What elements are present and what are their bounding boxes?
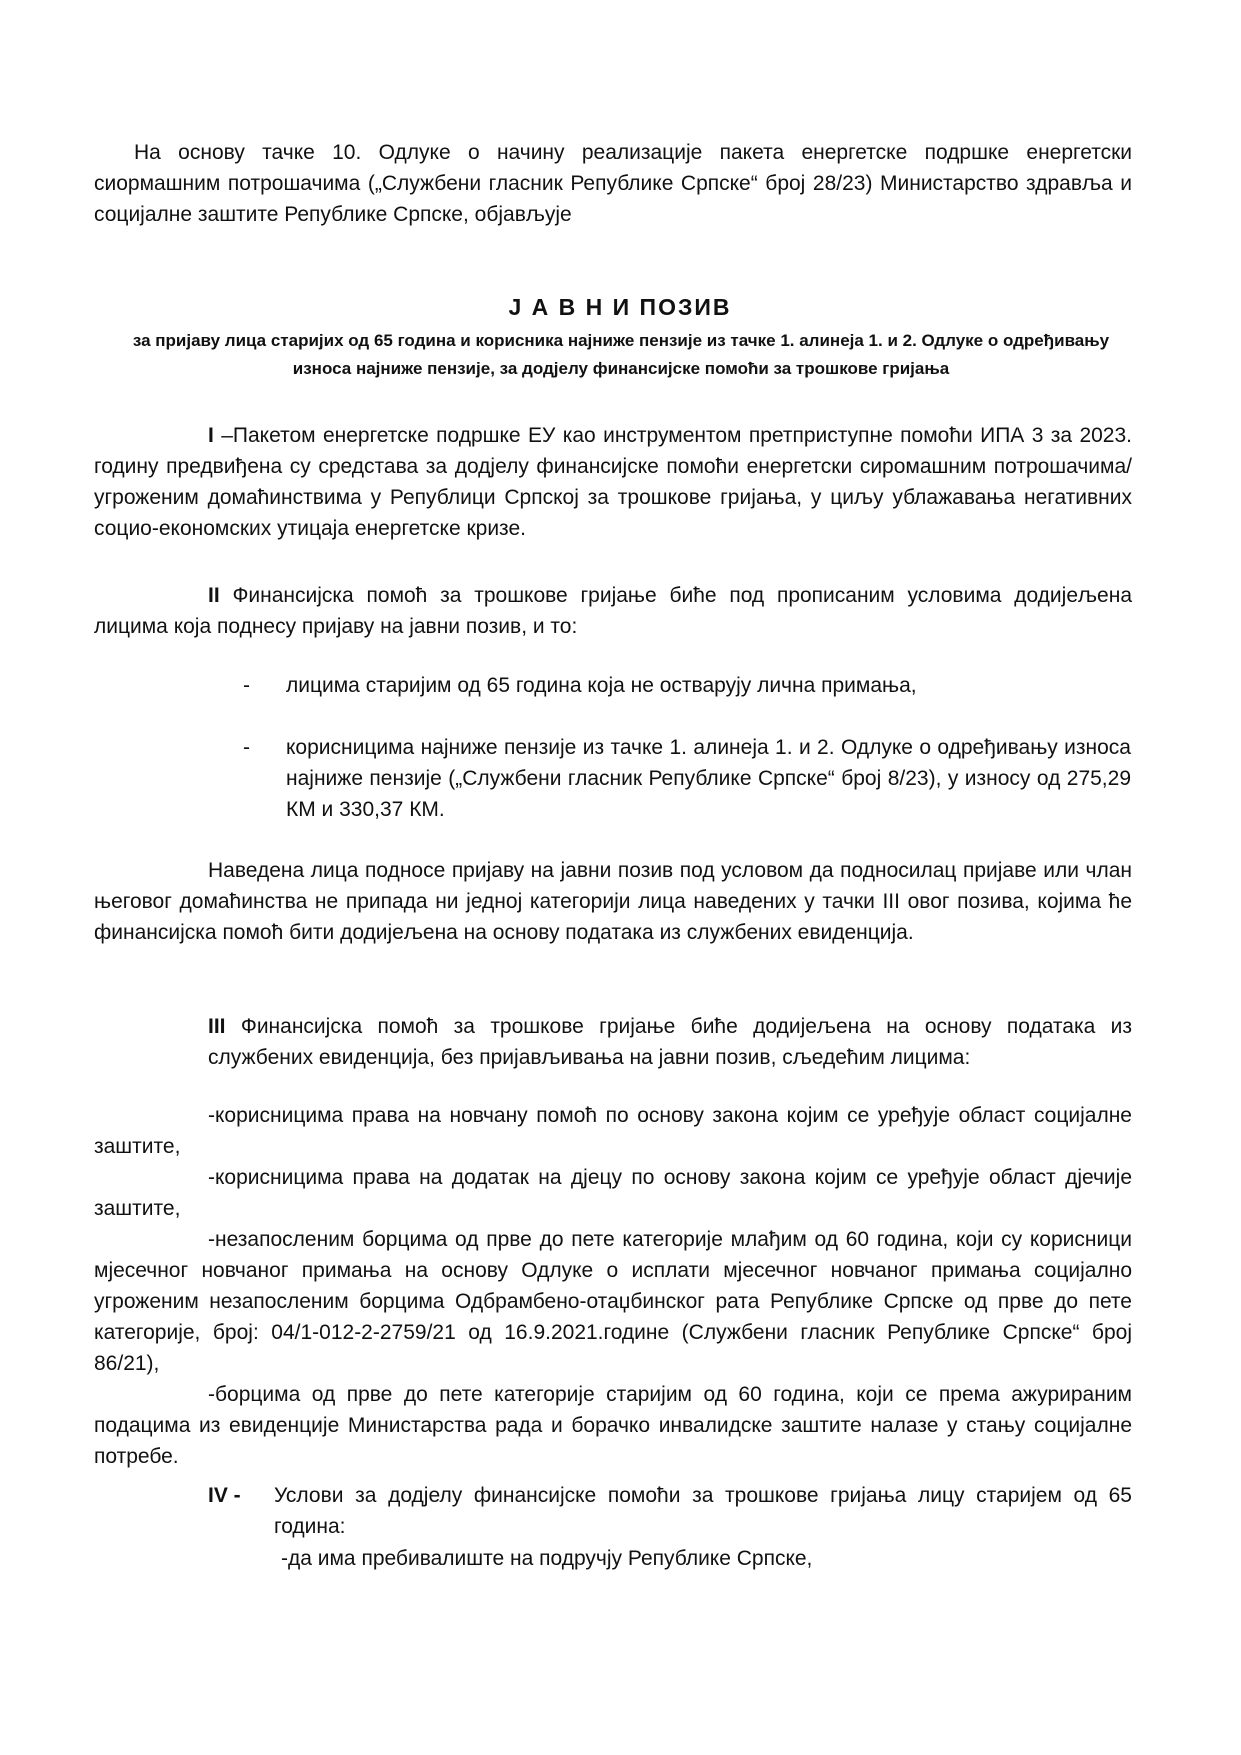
bullet-dash: - xyxy=(243,674,250,697)
section-3 xyxy=(208,1011,1132,1073)
section-2-note: Наведена лица подносе пријаву на јавни позив под условом да подносилац пријаве или члан његовог домаћинства не припада ни једној категорији лица наведених у тачки III овог позива, којима ће финансијска помоћ бити додијељена на основу података из службених евиденција. xyxy=(94,859,1132,944)
section-3-item: -корисницима права на новчану помоћ по основу закона којим се уређује област социјалне заштите, xyxy=(94,1104,1132,1158)
section-4-dash: - xyxy=(227,1484,241,1507)
section-4 xyxy=(208,1480,1132,1542)
document-subtitle: за пријаву лица старијих од 65 година и корисника најниже пензије из тачке 1. алинеја 1. и 2. Одлуке о одређивању износа најниже пензије, за додјелу финансијске помоћи за трошкове гријања xyxy=(132,331,1110,378)
section-3-number: III xyxy=(208,1015,226,1038)
section-4-text: Услови за додјелу финансијске помоћи за трошкове гријања лицу старијем од 65 година: xyxy=(274,1484,1132,1538)
section-3-item: -незапосленим борцима од прве до пете категорије млађим од 60 година, који су корисници мјесечног новчаног примања на основу Одлуке о исплати мјесечног новчаног примања социјално угроженим незапосленим борцима Одбрамбено-отаџбинског рата Републике Српске од прве до пете категорије, број: 04/1-012-2-2759/21 од 16.9.2021.године (Службени гласник Републике Српске“ број 86/21), xyxy=(94,1228,1132,1375)
bullet-text: корисницима најниже пензије из тачке 1. алинеја 1. и 2. Одлуке о одређивању износа најниже пензије („Службени гласник Републике Српске“ број 8/23), у износу од 275,29 КМ и 330,37 КМ. xyxy=(286,736,1131,821)
section-2-number: II xyxy=(208,584,220,607)
section-1-text: –Пакетом енергетске подршке ЕУ као инструментом претприступне помоћи ИПА 3 за 2023. годину предвиђена су средстава за додјелу финансијске помоћи енергетски сиромашним потрошачима/угроженим домаћинствима у Републици Српској за трошкове гријања, у циљу ублажавања негативних социо-економских утицаја енергетске кризе. xyxy=(94,424,1132,540)
document-title: Ј А В Н И ПОЗИВ xyxy=(508,294,732,320)
bullet-dash: - xyxy=(243,736,250,759)
section-4-number xyxy=(208,1480,274,1542)
section-2-bullet xyxy=(243,732,1131,825)
section-2-text: Финансијска помоћ за трошкове гријање биће под прописаним условима додијељена лицима која поднесу пријаву на јавни позив, и то: xyxy=(94,584,1132,638)
section-4-num: IV xyxy=(208,1484,228,1507)
section-2-bullet xyxy=(243,670,1131,701)
section-2 xyxy=(94,580,1132,642)
section-1 xyxy=(94,420,1132,544)
section-4-item: -да има пребивалиште на подручју Републике Српске, xyxy=(281,1547,813,1570)
bullet-text: лицима старијим од 65 година која не остварују лична примања, xyxy=(286,674,917,697)
section-3-item: -корисницима права на додатак на дјецу по основу закона којим се уређује област дјечије заштите, xyxy=(94,1166,1132,1220)
section-3-item: -борцима од прве до пете категорије старијим од 60 година, који се према ажурираним подацима из евиденције Министарства рада и борачко инвалидске заштите налазе у стању социјалне потребе. xyxy=(94,1383,1132,1468)
section-3-text: Финансијска помоћ за трошкове гријање биће додијељена на основу података из службених евиденција, без пријављивања на јавни позив, сљедећим лицима: xyxy=(208,1015,1132,1069)
intro-paragraph: На основу тачке 10. Одлуке о начину реализације пакета енергетске подршке енергетски сиормашним потрошачима („Службени гласник Републике Српске“ број 28/23) Министарство здравља и социјалне заштите Републике Српске, објављује xyxy=(94,141,1132,226)
section-1-number: I xyxy=(208,424,214,447)
